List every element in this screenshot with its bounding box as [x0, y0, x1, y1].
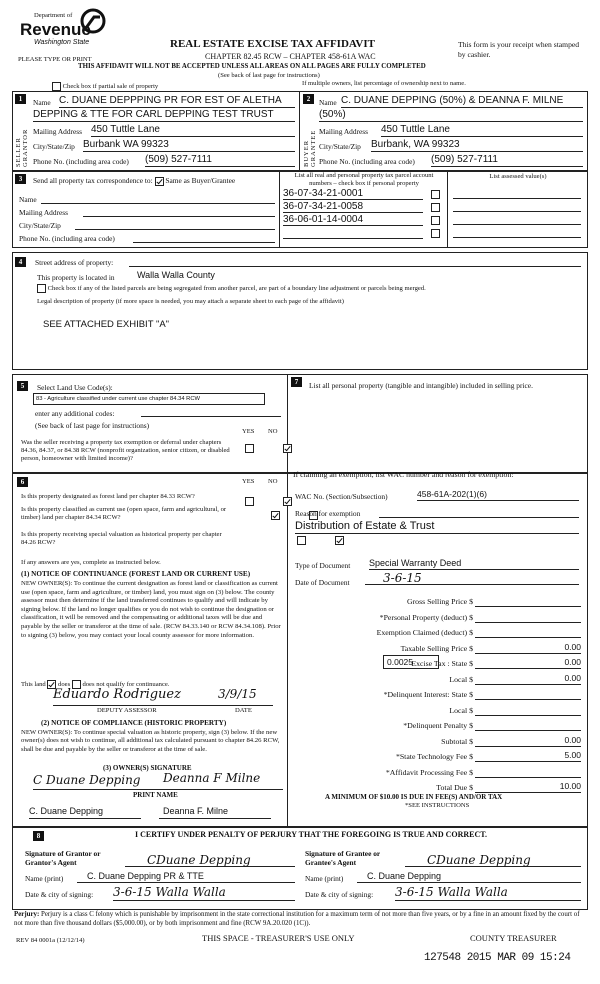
seller-city[interactable]: Burbank WA 99323 [83, 139, 295, 152]
section-3-number: 3 [15, 174, 26, 184]
corr-address-field[interactable] [83, 216, 275, 217]
partial-sale-checkbox[interactable] [52, 82, 61, 91]
parcel-number[interactable] [283, 227, 423, 239]
owner-signature-1[interactable]: C Duane Depping [33, 773, 141, 787]
correspondence: Send all property tax correspondence to: Same as Buyer/Grantee [33, 176, 236, 185]
tax-row-value[interactable] [475, 626, 581, 638]
treasurer-stamp: 127548 2015 MAR 09 15:24 [424, 952, 571, 964]
tax-row-value[interactable] [475, 595, 581, 607]
personal-property-checkbox[interactable] [431, 203, 440, 212]
receipt-note: This form is your receipt when stamped by cashier. [458, 40, 580, 59]
see-back: (See back of last page for instructions) [218, 72, 320, 79]
forest-yes-checkbox[interactable] [245, 497, 254, 506]
corr-phone-field[interactable] [133, 242, 275, 243]
grantor-date-label: Date & city of signing: [25, 890, 94, 899]
grantor-name-label: Name (print) [25, 874, 64, 883]
partial-sale: Check box if partial sale of property [52, 82, 158, 91]
seller-address-label: Mailing Address [33, 127, 83, 136]
legal-label: Legal description of property (if more space is needed, you may attach a separate sheet to each page of the affidavit) [37, 298, 344, 305]
owner-signature-label: (3) OWNER(S) SIGNATURE [103, 764, 192, 772]
grantor-name[interactable]: C. Duane Depping PR & TTE [77, 871, 295, 883]
corr-city-label: City/State/Zip [19, 221, 61, 230]
warning: THIS AFFIDAVIT WILL NOT BE ACCEPTED UNLESS ALL AREAS ON ALL PAGES ARE FULLY COMPLETED [78, 63, 426, 70]
section-4 [12, 252, 588, 370]
corr-address-label: Mailing Address [19, 208, 69, 217]
tax-row [289, 610, 585, 626]
certify-statement: I CERTIFY UNDER PENALTY OF PERJURY THAT THE FOREGOING IS TRUE AND CORRECT. [135, 830, 488, 839]
county-treasurer: COUNTY TREASURER [470, 933, 557, 943]
buyer-city[interactable]: Burbank, WA 99323 [371, 139, 583, 152]
doc-date[interactable]: 3-6-15 [365, 571, 579, 585]
section5-see-back: (See back of last page for instructions) [35, 421, 150, 430]
section-5-7 [12, 374, 588, 474]
segregation: Check box if any of the listed parcels are being segregated from another parcel, are part of a boundary line adjustment or parcels being merged. [37, 284, 426, 293]
tax-row [289, 703, 585, 719]
tax-row-value[interactable] [475, 719, 581, 731]
exemption-yes-checkbox[interactable] [245, 444, 254, 453]
historic-no-checkbox[interactable] [335, 536, 344, 545]
form-title: REAL ESTATE EXCISE TAX AFFIDAVIT [170, 38, 375, 50]
legal-description[interactable]: SEE ATTACHED EXHIBIT "A" [43, 319, 170, 330]
section-1-number: 1 [15, 94, 26, 104]
grantee-sig-label: Signature of Grantee or Grantee's Agent [305, 849, 381, 867]
parcel-row [283, 201, 443, 214]
logo-top: Department of [34, 12, 73, 19]
multiple-owners: If multiple owners, list percentage of ownership next to name. [302, 80, 466, 87]
section-1-2 [12, 91, 588, 172]
parcel-list [283, 188, 443, 240]
street-label: Street address of property: [35, 258, 114, 267]
yes-header: YES [242, 428, 255, 435]
tax-row-label: *Delinquent Interest: State $ [383, 690, 473, 699]
tax-row-label: Local $ [449, 705, 473, 715]
parcel-number[interactable]: 36-06-01-14-0004 [283, 214, 423, 226]
please-type: PLEASE TYPE OR PRINT [18, 56, 92, 63]
buyer-city-label: City/State/Zip [319, 142, 361, 151]
parcel-row [283, 227, 443, 240]
corr-city-field[interactable] [75, 229, 275, 230]
doc-type-label: Type of Document [295, 561, 351, 570]
owner-signature-2[interactable]: Deanna F Milne [163, 771, 261, 785]
seller-address[interactable]: 450 Tuttle Lane [91, 124, 295, 137]
tax-row [289, 734, 585, 750]
corr-name-label: Name [19, 195, 37, 204]
exemption-no-checkbox[interactable] [283, 444, 292, 453]
parcels-header: List all real and personal property tax parcel account numbers – check box if personal property [294, 172, 434, 187]
section-4-number: 4 [15, 257, 26, 267]
no-header: NO [268, 428, 278, 435]
exemption-label: If claiming an exemption, list WAC number and reason for exemption: [293, 470, 514, 479]
buyer-phone[interactable]: (509) 527-7111 [431, 154, 583, 167]
seller-city-label: City/State/Zip [33, 142, 75, 151]
grantee-date[interactable]: 3-6-15 Walla Walla [395, 885, 581, 901]
land-use-label: Select Land Use Code(s): [37, 383, 113, 392]
doc-type[interactable]: Special Warranty Deed [369, 558, 579, 570]
buyer-name-label: Name [319, 98, 337, 107]
reason-label: Reason for exemption [295, 509, 361, 518]
minimum-note: A MINIMUM OF $10.00 IS DUE IN FEE(S) AND/OR TAX [325, 793, 503, 801]
owner-signature-line [33, 789, 283, 790]
tax-row-label: *State Technology Fee $ [395, 752, 473, 761]
tax-row-label: *Personal Property (deduct) $ [379, 612, 473, 622]
additional-codes-label: enter any additional codes: [35, 409, 115, 418]
grantor-sig-label: Signature of Grantor or Grantor's Agent [25, 849, 101, 867]
assessed-value-field[interactable] [453, 211, 581, 212]
no-header: NO [268, 478, 278, 485]
continuance-text: NEW OWNER(S): To continue the current designation as forest land or classification as current use (open space, farm and agriculture, or timber) land, you must sign on (3) below. The county assessor must then determine if the land transferred continues to qualify and will indicate by signing below. If the land no longer qualifies or you do not wish to continue the designation or classification, it will be removed and the compensating or additional taxes will be due and payable by the seller or transferor at the time of sale. (RCW 84.33.140 or RCW 84.34.108). Prior to signing (3) below, you may contact your local county assessor for more information. [21, 580, 281, 639]
assessor-signature[interactable]: Eduardo Rodriguez [53, 687, 181, 702]
seller-name-label: Name [33, 98, 51, 107]
personal-property-checkbox[interactable] [431, 229, 440, 238]
tax-row-label: Exemption Claimed (deduct) $ [376, 628, 473, 637]
tax-row-label: Subtotal $ [441, 736, 473, 746]
grantor-date[interactable]: 3-6-15 Walla Walla [113, 885, 295, 901]
personal-property-label: List all personal property (tangible and intangible) included in selling price. [309, 381, 533, 390]
tax-row-label: *Delinquent Penalty $ [403, 721, 473, 730]
yes-header: YES [242, 478, 255, 485]
tax-row [289, 765, 585, 781]
tax-row [289, 594, 585, 610]
historic-question: Is this property receiving special valuation as historical property per chapter 84.26 RCW? [21, 531, 222, 546]
exemption-reason[interactable]: Distribution of Estate & Trust [295, 520, 579, 534]
street-address-field[interactable] [129, 266, 581, 267]
rev-number: REV 84 0001a (12/12/14) [16, 937, 85, 944]
segregation-checkbox[interactable] [37, 284, 46, 293]
additional-codes-field[interactable] [141, 416, 281, 417]
seller-phone-label: Phone No. (including area code) [33, 157, 129, 166]
buyer-phone-label: Phone No. (including area code) [319, 157, 415, 166]
local-rate: 0.0025 [387, 657, 413, 667]
grantee-name[interactable]: C. Duane Depping [357, 871, 581, 883]
assessed-value-field[interactable] [453, 237, 581, 238]
same-as-buyer-checkbox[interactable] [155, 177, 164, 186]
section-3 [12, 170, 588, 248]
seller-name-2[interactable]: DEPPING & TTE FOR CARL DEPPING TEST TRUST [33, 109, 295, 122]
buyer-name[interactable]: C. DUANE DEPPING (50%) & DEANNA F. MILNE [341, 95, 583, 108]
tax-row-value[interactable] [475, 766, 581, 778]
buyer-name-2[interactable]: (50%) [319, 109, 583, 122]
tax-row-label: Local $ [449, 674, 473, 684]
local-rate-box [383, 655, 439, 669]
current-use-question: Is this property classified as current use (open space, farm and agricultural, or timber) land per chapter 84.34 RCW? [21, 506, 227, 521]
tax-row-value[interactable] [475, 611, 581, 623]
print-name-label: PRINT NAME [133, 791, 178, 799]
tax-row-value[interactable]: 0.00 [475, 642, 581, 654]
parcel-row [283, 188, 443, 201]
see-instructions: *SEE INSTRUCTIONS [405, 802, 470, 809]
corr-phone-label: Phone No. (including area code) [19, 234, 115, 243]
tax-row-value[interactable]: 0.00 [475, 735, 581, 747]
tax-row [289, 641, 585, 657]
tax-row-label: Excise Tax : State $ [411, 659, 473, 668]
tax-row-value[interactable]: 0.00 [475, 673, 581, 685]
tax-row-value[interactable]: 5.00 [475, 750, 581, 762]
tax-row-label: Total Due $ [436, 783, 473, 792]
tax-row-value[interactable]: 10.00 [475, 781, 581, 793]
tax-row-value[interactable] [475, 688, 581, 700]
print-line-2 [159, 818, 271, 819]
print-name-1[interactable]: C. Duane Depping [29, 806, 104, 816]
grantee-signature[interactable]: CDuane Depping [405, 853, 581, 867]
buyer-side-label: BUYER GRANTEE [303, 129, 317, 167]
parcel-number[interactable]: 36-07-34-21-0001 [283, 188, 423, 200]
tax-row-label: Gross Selling Price $ [406, 597, 473, 606]
located-label: This property is located in [37, 273, 115, 282]
forest-land-question: Is this property designated as forest land per chapter 84.33 RCW? [21, 493, 195, 500]
tax-row [289, 687, 585, 703]
assessed-header: List assessed value(s) [489, 173, 547, 180]
historic-yes-checkbox[interactable] [297, 536, 306, 545]
section-8 [12, 826, 588, 910]
section-6-number: 6 [17, 477, 28, 487]
wac-number[interactable]: 458-61A-202(1)(6) [417, 489, 579, 501]
tax-row-value[interactable] [475, 704, 581, 716]
qualify-line: This land does does not qualify for continuance. [21, 681, 170, 689]
seller-name[interactable]: C. DUANE DEPPPING PR FOR EST OF ALETHA [59, 95, 295, 108]
tax-row-label: *Affidavit Processing Fee $ [385, 767, 473, 777]
grantor-signature[interactable]: CDuane Depping [125, 853, 295, 867]
buyer-address[interactable]: 450 Tuttle Lane [381, 124, 583, 137]
perjury-note: Perjury: Perjury is a class C felony which is punishable by imprisonment in the state correctional institution for a maximum term of not more than five years, or by a fine in an amount fixed by the court of not more than five thousand dollars ($5,000.00), or by both imprisonment and fine (RCW 9A.20.020 (1C)). [14, 911, 580, 927]
assessor-date-label: DATE [235, 707, 252, 714]
section-8-number: 8 [33, 831, 44, 841]
assessed-value-field[interactable] [453, 198, 581, 199]
wac-label: WAC No. (Section/Subsection) [295, 492, 388, 501]
print-line-1 [29, 818, 141, 819]
compliance-title: (2) NOTICE OF COMPLIANCE (HISTORIC PROPERTY) [41, 719, 227, 727]
current-use-yes-checkbox[interactable] [271, 511, 280, 520]
parcel-row [283, 214, 443, 227]
logo-sub: Washington State [34, 39, 90, 46]
compliance-text: NEW OWNER(S): To continue special valuation as historic property, sign (3) below. If the new owner(s) does not wish to continue, all additional tax calculated pursuant to chapter 84.26 RCW, shall be due and payable by the seller or transferor at the time of sale. [21, 729, 280, 753]
section-7-number: 7 [291, 377, 302, 387]
tax-row [289, 625, 585, 641]
tax-row-value[interactable]: 0.00 [475, 657, 581, 669]
assessed-value-field[interactable] [453, 224, 581, 225]
seller-side-label: SELLER GRANTOR [15, 128, 29, 167]
tax-row [289, 718, 585, 734]
section-6 [12, 472, 588, 828]
doc-date-label: Date of Document [295, 578, 350, 587]
corr-name-field[interactable] [41, 203, 275, 204]
county[interactable]: Walla Walla County [137, 270, 215, 280]
grantee-date-label: Date & city of signing: [305, 890, 374, 899]
parcel-number[interactable]: 36-07-34-21-0058 [283, 201, 423, 213]
assessor-date[interactable]: 3/9/15 [218, 687, 257, 701]
grantee-name-label: Name (print) [305, 874, 344, 883]
assessor-line [53, 705, 273, 706]
personal-property-checkbox[interactable] [431, 190, 440, 199]
if-yes-note: If any answers are yes, complete as instructed below. [21, 559, 161, 566]
land-use-select[interactable]: 83 - Agriculture classified under current use chapter 84.34 RCW [33, 393, 265, 405]
continuance-title: (1) NOTICE OF CONTINUANCE (FOREST LAND OR CURRENT USE) [21, 570, 251, 578]
tax-row [289, 672, 585, 688]
form-chapter: CHAPTER 82.45 RCW – CHAPTER 458-61A WAC [205, 52, 376, 61]
print-name-2[interactable]: Deanna F. Milne [163, 806, 229, 816]
section-2-number: 2 [303, 94, 314, 104]
reason-line-top [379, 517, 579, 518]
seller-phone[interactable]: (509) 527-7111 [145, 154, 295, 167]
personal-property-checkbox[interactable] [431, 216, 440, 225]
deputy-assessor-label: DEPUTY ASSESSOR [97, 707, 157, 714]
tax-table [289, 594, 585, 796]
tax-row [289, 749, 585, 765]
logo-main: Revenue [20, 20, 91, 39]
exemption-question: Was the seller receiving a property tax exemption or deferral under chapters 84.36, 84.37, or 84.38 RCW (nonprofit organization, senior citizen, or disabled person, homeowner with limited income)? [21, 439, 230, 462]
dor-logo [20, 8, 110, 52]
tax-row-label: Taxable Selling Price $ [400, 643, 473, 653]
forest-no-checkbox[interactable] [283, 497, 292, 506]
treasurer-space: THIS SPACE - TREASURER'S USE ONLY [202, 933, 355, 943]
section-5-number: 5 [17, 381, 28, 391]
buyer-address-label: Mailing Address [319, 127, 369, 136]
swoosh-icon [80, 8, 106, 34]
